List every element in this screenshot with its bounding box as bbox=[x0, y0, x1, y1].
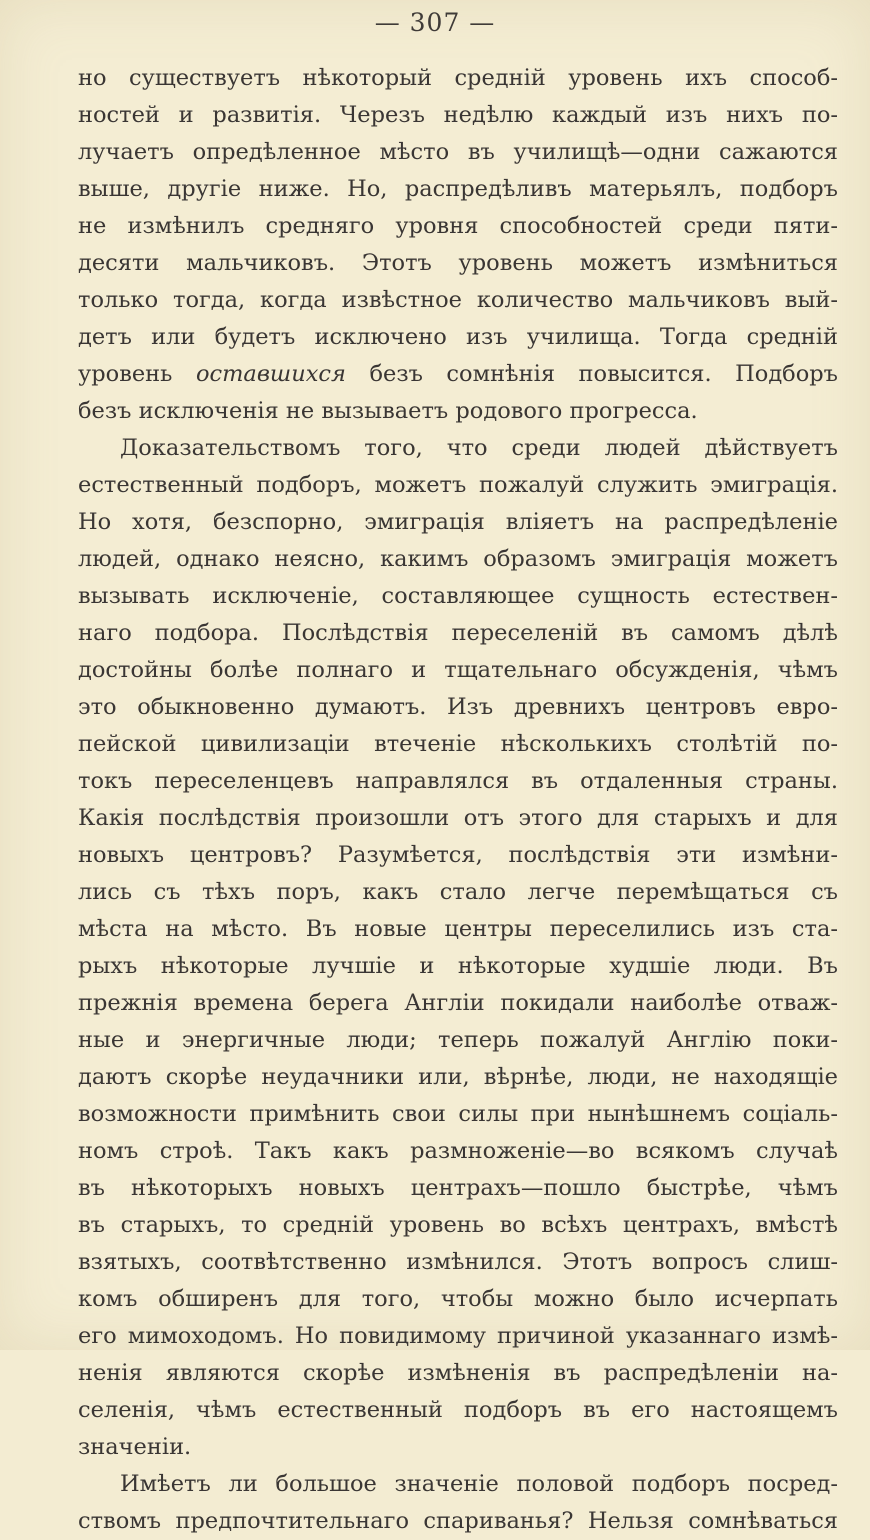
text-line: прежнiя времена берега Англiи покидали наиболѣе отваж- bbox=[78, 990, 838, 1016]
text-segment: уровень bbox=[78, 361, 196, 387]
text-line: детъ или будетъ исключено изъ училища. Тогда среднiй bbox=[78, 324, 838, 350]
text-line: десяти мальчиковъ. Этотъ уровень можетъ измѣниться bbox=[78, 250, 838, 276]
text-line: лучаетъ опредѣленное мѣсто въ училищѣ—одни сажаются bbox=[78, 139, 838, 165]
text-line: ненiя являются скорѣе измѣненiя въ распредѣленiи на- bbox=[78, 1360, 838, 1386]
text-line: наго подбора. Послѣдствiя переселенiй въ самомъ дѣлѣ bbox=[78, 620, 838, 646]
text-line: выше, другiе ниже. Но, распредѣливъ матерьялъ, подборъ bbox=[78, 176, 838, 202]
text-line: рыхъ нѣкоторые лучшiе и нѣкоторые худшiе люди. Въ bbox=[78, 953, 838, 979]
text-line: Доказательствомъ того, что среди людей дѣйствуетъ bbox=[120, 435, 838, 461]
text-line: достойны болѣе полнаго и тщательнаго обсужденiя, чѣмъ bbox=[78, 657, 838, 683]
text-line: Какiя послѣдствiя произошли отъ этого для старыхъ и для bbox=[78, 805, 838, 831]
text-line: возможности примѣнить свои силы при нынѣшнемъ соцiаль- bbox=[78, 1101, 838, 1127]
text-line: въ нѣкоторыхъ новыхъ центрахъ—пошло быстрѣе, чѣмъ bbox=[78, 1175, 838, 1201]
text-line: ностей и развитiя. Черезъ недѣлю каждый изъ нихъ по- bbox=[78, 102, 838, 128]
text-line: ствомъ предпочтительнаго спариванья? Нельзя сомнѣваться bbox=[78, 1508, 838, 1534]
text-line: въ старыхъ, то среднiй уровень во всѣхъ центрахъ, вмѣстѣ bbox=[78, 1212, 838, 1238]
text-line: комъ обширенъ для того, чтобы можно было исчерпать bbox=[78, 1286, 838, 1312]
text-line: ные и энергичные люди; теперь пожалуй Англiю поки- bbox=[78, 1027, 838, 1053]
text-line: вызывать исключенiе, составляющее сущность естествен- bbox=[78, 583, 838, 609]
text-line: это обыкновенно думаютъ. Изъ древнихъ центровъ евро- bbox=[78, 694, 838, 720]
text-line: лись съ тѣхъ поръ, какъ стало легче перемѣщаться съ bbox=[78, 879, 838, 905]
text-line: новыхъ центровъ? Разумѣется, послѣдствiя эти измѣни- bbox=[78, 842, 838, 868]
text-line: селенiя, чѣмъ естественный подборъ въ его настоящемъ bbox=[78, 1397, 838, 1423]
text-line: безъ исключенiя не вызываетъ родового прогресса. bbox=[78, 398, 698, 424]
emphasized-word: оставшихся bbox=[195, 361, 346, 387]
text-line: пейской цивилизацiи втеченiе нѣсколькихъ столѣтiй по- bbox=[78, 731, 838, 757]
text-line: его мимоходомъ. Но повидимому причиной указаннаго измѣ- bbox=[78, 1323, 838, 1349]
text-line: значенiи. bbox=[78, 1434, 192, 1460]
text-line: только тогда, когда извѣстное количество мальчиковъ вый- bbox=[78, 287, 838, 313]
text-line: токъ переселенцевъ направлялся въ отдаленныя страны. bbox=[78, 768, 838, 794]
text-line: Но хотя, безспорно, эмиграцiя влiяетъ на распредѣленiе bbox=[78, 509, 838, 535]
text-line: взятыхъ, соотвѣтственно измѣнился. Этотъ вопросъ слиш- bbox=[78, 1249, 838, 1275]
text-segment: безъ сомнѣнiя повысится. Подборъ bbox=[345, 361, 838, 387]
page-text bbox=[78, 60, 838, 1540]
text-line: людей, однако неясно, какимъ образомъ эмиграцiя можетъ bbox=[78, 546, 838, 572]
text-line: номъ строѣ. Такъ какъ размноженiе—во всякомъ случаѣ bbox=[78, 1138, 838, 1164]
text-line: мѣста на мѣсто. Въ новые центры переселились изъ ста- bbox=[78, 916, 838, 942]
page-number: — 307 — bbox=[374, 8, 496, 37]
text-line: но существуетъ нѣкоторый среднiй уровень ихъ способ- bbox=[78, 65, 838, 91]
text-line: даютъ скорѣе неудачники или, вѣрнѣе, люди, не находящiе bbox=[78, 1064, 838, 1090]
text-line: Имѣетъ ли большое значенiе половой подборъ посред- bbox=[120, 1471, 838, 1497]
text-line-with-emphasis bbox=[78, 356, 838, 393]
text-line: не измѣнилъ средняго уровня способностей среди пяти- bbox=[78, 213, 838, 239]
text-line: естественный подборъ, можетъ пожалуй служить эмиграцiя. bbox=[78, 472, 838, 498]
